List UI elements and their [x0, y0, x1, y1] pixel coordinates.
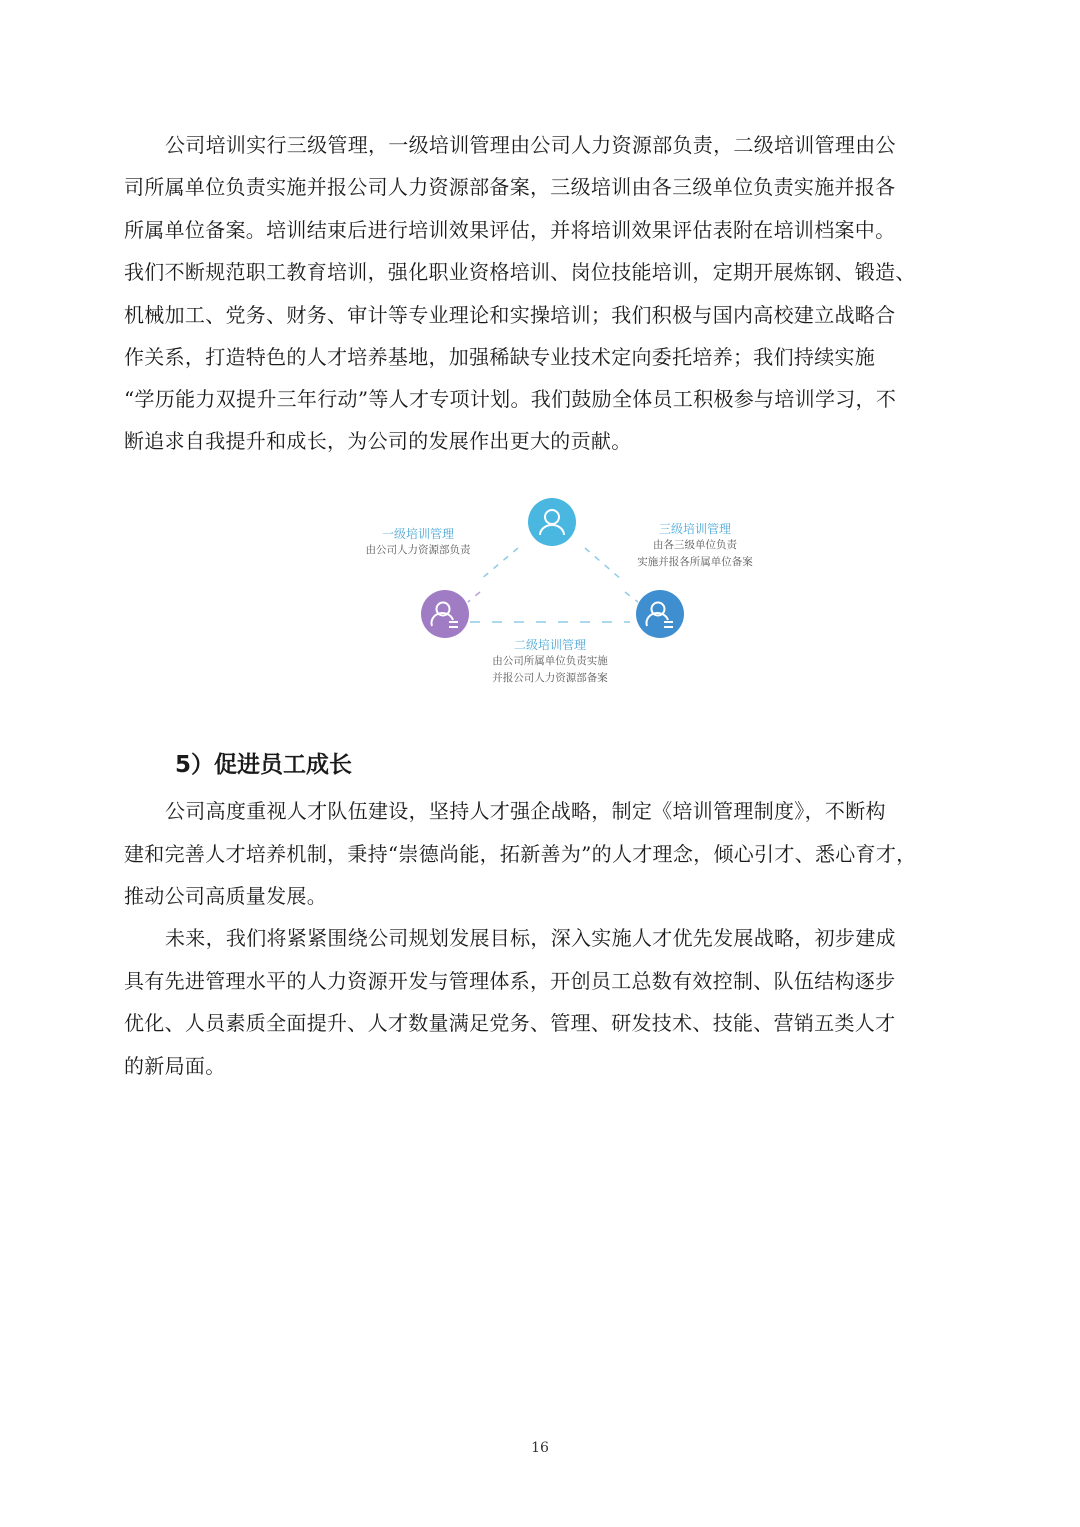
connector-right-lower [625, 592, 638, 602]
text-line: 的新局面。 [124, 1054, 226, 1078]
text-line: 我们不断规范职工教育培训，强化职业资格培训、岗位技能培训，定期开展炼钢、锻造、 [124, 260, 916, 284]
text-line: “学历能力双提升三年行动”等人才专项计划。我们鼓励全体员工积极参与培训学习，不 [124, 387, 897, 411]
text-line: 断追求自我提升和成长，为公司的发展作出更大的贡献。 [124, 429, 632, 453]
text-line: 司所属单位负责实施并报公司人力资源部备案，三级培训由各三级单位负责实施并报各 [124, 175, 896, 199]
level3-title: 三级培训管理 [658, 522, 731, 536]
text-line: 建和完善人才培养机制，秉持“崇德尚能，拓新善为”的人才理念，倾心引才、悉心育才， [124, 842, 917, 866]
level3-desc-line: 由各三级单位负责 [653, 539, 737, 551]
text-line: 公司培训实行三级管理，一级培训管理由公司人力资源部负责，二级培训管理由公 [165, 133, 896, 157]
text-line: 优化、人员素质全面提升、人才数量满足党务、管理、研发技术、技能、营销五类人才 [124, 1011, 896, 1035]
level1-desc: 由公司人力资源部负责 [365, 544, 471, 556]
text-line: 所属单位备案。培训结束后进行培训效果评估，并将培训效果评估表附在培训档案中。 [124, 218, 896, 242]
connector-left-lower [468, 592, 480, 602]
text-line: 作关系，打造特色的人才培养基地，加强稀缺专业技术定向委托培养；我们持续实施 [124, 345, 876, 369]
text-line: 具有先进管理水平的人力资源开发与管理体系，开创员工总数有效控制、队伍结构逐步 [124, 969, 896, 993]
training-levels-diagram [330, 492, 770, 702]
text-line: 公司高度重视人才队伍建设，坚持人才强企战略，制定《培训管理制度》，不断构 [165, 799, 886, 823]
level1-label [348, 527, 488, 559]
text-line: 未来，我们将紧紧围绕公司规划发展目标，深入实施人才优先发展战略，初步建成 [165, 926, 896, 950]
level2-desc-line: 并报公司人力资源部备案 [492, 672, 608, 684]
section-heading: 5）促进员工成长 [175, 752, 353, 778]
page-number: 16 [531, 1440, 549, 1456]
person-icon [421, 590, 469, 638]
level2-label [475, 638, 625, 687]
person-icon [528, 498, 576, 546]
connector-top-right [585, 548, 622, 580]
level1-title: 一级培训管理 [381, 527, 454, 541]
text-line: 机械加工、党务、财务、审计等专业理论和实操培训；我们积极与国内高校建立战略合 [124, 303, 896, 327]
level2-desc-line: 由公司所属单位负责实施 [492, 655, 608, 667]
person-icon [636, 590, 684, 638]
level3-desc-line: 实施并报各所属单位备案 [637, 556, 753, 568]
level2-title: 二级培训管理 [513, 638, 586, 652]
text-line: 推动公司高质量发展。 [124, 884, 327, 908]
level3-label [620, 522, 770, 571]
